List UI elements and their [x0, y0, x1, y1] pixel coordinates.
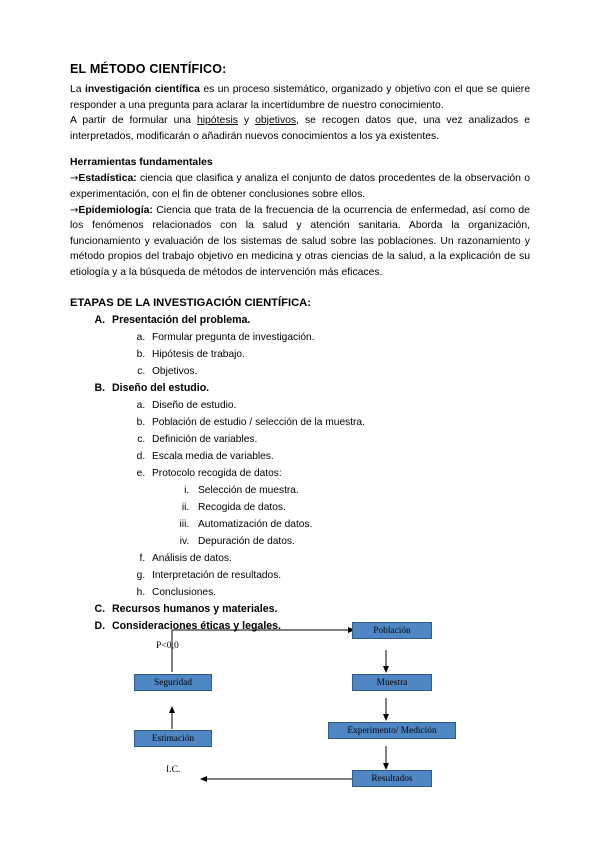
stage-label: Consideraciones éticas y legales.	[112, 619, 281, 632]
stages-heading: ETAPAS DE LA INVESTIGACIÓN CIENTÍFICA:	[70, 296, 311, 309]
list-item	[148, 414, 530, 431]
protocol-sublist	[152, 482, 530, 550]
tool-text-estadistica: ciencia que clasifica y analiza el conjunto de datos procedentes de la observación o experimentación, con el fin de obtener conclusiones sobre ellos.	[70, 173, 530, 200]
stages-list	[70, 312, 530, 635]
intro-paragraph-1	[70, 82, 530, 113]
tool-term-estadistica: Estadística:	[78, 173, 137, 185]
tool-item-epidemiologia	[70, 203, 530, 281]
intro-p2-underline-hipotesis: hipótesis	[196, 115, 238, 127]
list-item	[192, 516, 530, 533]
protocol-step-label: Recogida de datos.	[198, 501, 286, 513]
diagram-node-poblacion	[352, 622, 432, 639]
diagram-label-pvalue: P<0,0	[156, 640, 179, 651]
tool-term-epidemiologia: Epidemiología:	[78, 204, 153, 216]
diagram-connectors	[64, 612, 536, 812]
stage-item-b	[108, 380, 530, 601]
tools-heading: Herramientas fundamentales	[70, 157, 213, 169]
diagram-node-estimacion	[134, 730, 212, 747]
stage-a-sublist	[112, 329, 530, 380]
stage-label: Recursos humanos y materiales.	[112, 602, 278, 615]
diagram-node-resultados	[352, 770, 432, 787]
list-item	[148, 397, 530, 414]
list-item	[148, 448, 530, 465]
intro-p1-part-c: es un proceso sistemático, organizado y objetivo con el que se quiere responder a una pregunta para aclarar la incertidumbre de nuestro conocimiento.	[70, 84, 530, 111]
substage-label: Conclusiones.	[152, 586, 216, 598]
diagram-label-ic: I.C.	[166, 764, 181, 775]
stage-b-sublist	[112, 397, 530, 601]
protocol-step-label: Selección de muestra.	[198, 484, 299, 496]
diagram-node-seguridad	[134, 674, 212, 691]
diagram-node-muestra	[352, 674, 432, 691]
intro-p2-part-a: A partir de formular una	[70, 115, 197, 127]
substage-label: Definición de variables.	[152, 433, 258, 445]
research-cycle-diagram	[64, 612, 536, 812]
list-item	[192, 533, 530, 550]
list-item	[148, 363, 530, 380]
node-label: Experimento/ Medición	[347, 726, 437, 736]
node-label: Población	[373, 626, 411, 636]
node-label: Estimación	[151, 734, 195, 744]
list-item	[148, 346, 530, 363]
list-item	[148, 567, 530, 584]
list-item	[192, 499, 530, 516]
intro-paragraph-2	[70, 113, 530, 144]
node-label: Muestra	[376, 678, 408, 688]
arrow-icon: →	[70, 204, 79, 216]
list-item	[148, 465, 530, 550]
list-item	[148, 584, 530, 601]
protocol-step-label: Depuración de datos.	[198, 535, 295, 547]
substage-label: Protocolo recogida de datos:	[152, 467, 282, 479]
protocol-step-label: Automatización de datos.	[198, 518, 313, 530]
node-label: Resultados	[371, 774, 413, 784]
intro-p2-part-e: , se recogen datos que, una vez analizados e interpretados, modificarán o añadirán nuevos conocimientos a los ya existentes.	[70, 115, 530, 142]
substage-label: Población de estudio / selección de la muestra.	[152, 416, 365, 428]
node-label: Seguridad	[153, 678, 192, 688]
stage-label: Diseño del estudio.	[112, 381, 210, 394]
intro-p1-part-a: La	[70, 84, 85, 95]
arrow-icon: →	[70, 173, 79, 185]
stage-item-a	[108, 312, 530, 380]
diagram-node-experimento	[328, 722, 456, 739]
substage-label: Escala media de variables.	[152, 450, 274, 462]
tool-item-estadistica	[70, 171, 530, 202]
list-item	[148, 329, 530, 346]
intro-p1-bold: investigación científica	[85, 84, 200, 95]
stage-label: Presentación del problema.	[112, 313, 251, 326]
page-title: EL MÉTODO CIENTÍFICO:	[70, 62, 227, 76]
list-item	[192, 482, 530, 499]
intro-p2-underline-objetivos: objetivos	[255, 115, 297, 127]
substage-label: Diseño de estudio.	[152, 399, 237, 411]
list-item	[148, 550, 530, 567]
substage-label: Objetivos.	[152, 365, 198, 377]
substage-label: Formular pregunta de investigación.	[152, 331, 315, 343]
document-content	[70, 62, 530, 635]
intro-p2-part-c: y	[237, 115, 256, 127]
substage-label: Hipótesis de trabajo.	[152, 348, 245, 360]
substage-label: Interpretación de resultados.	[152, 569, 282, 581]
list-item	[148, 431, 530, 448]
substage-label: Análisis de datos.	[152, 552, 232, 564]
tool-text-epidemiologia: Ciencia que trata de la frecuencia de la ocurrencia de enfermedad, así como de los fenómenos relacionados con la salud y atención sanitaria. Aborda la organización, funcionamiento y evaluación de los sistemas de salud sobre las poblaciones. Un razonamiento y método propios del trabajo objetivo en medicina y otras ciencias de la salud, a la explicación de su etiología y a la búsqueda de métodos de intervención más eficaces.	[70, 204, 530, 278]
